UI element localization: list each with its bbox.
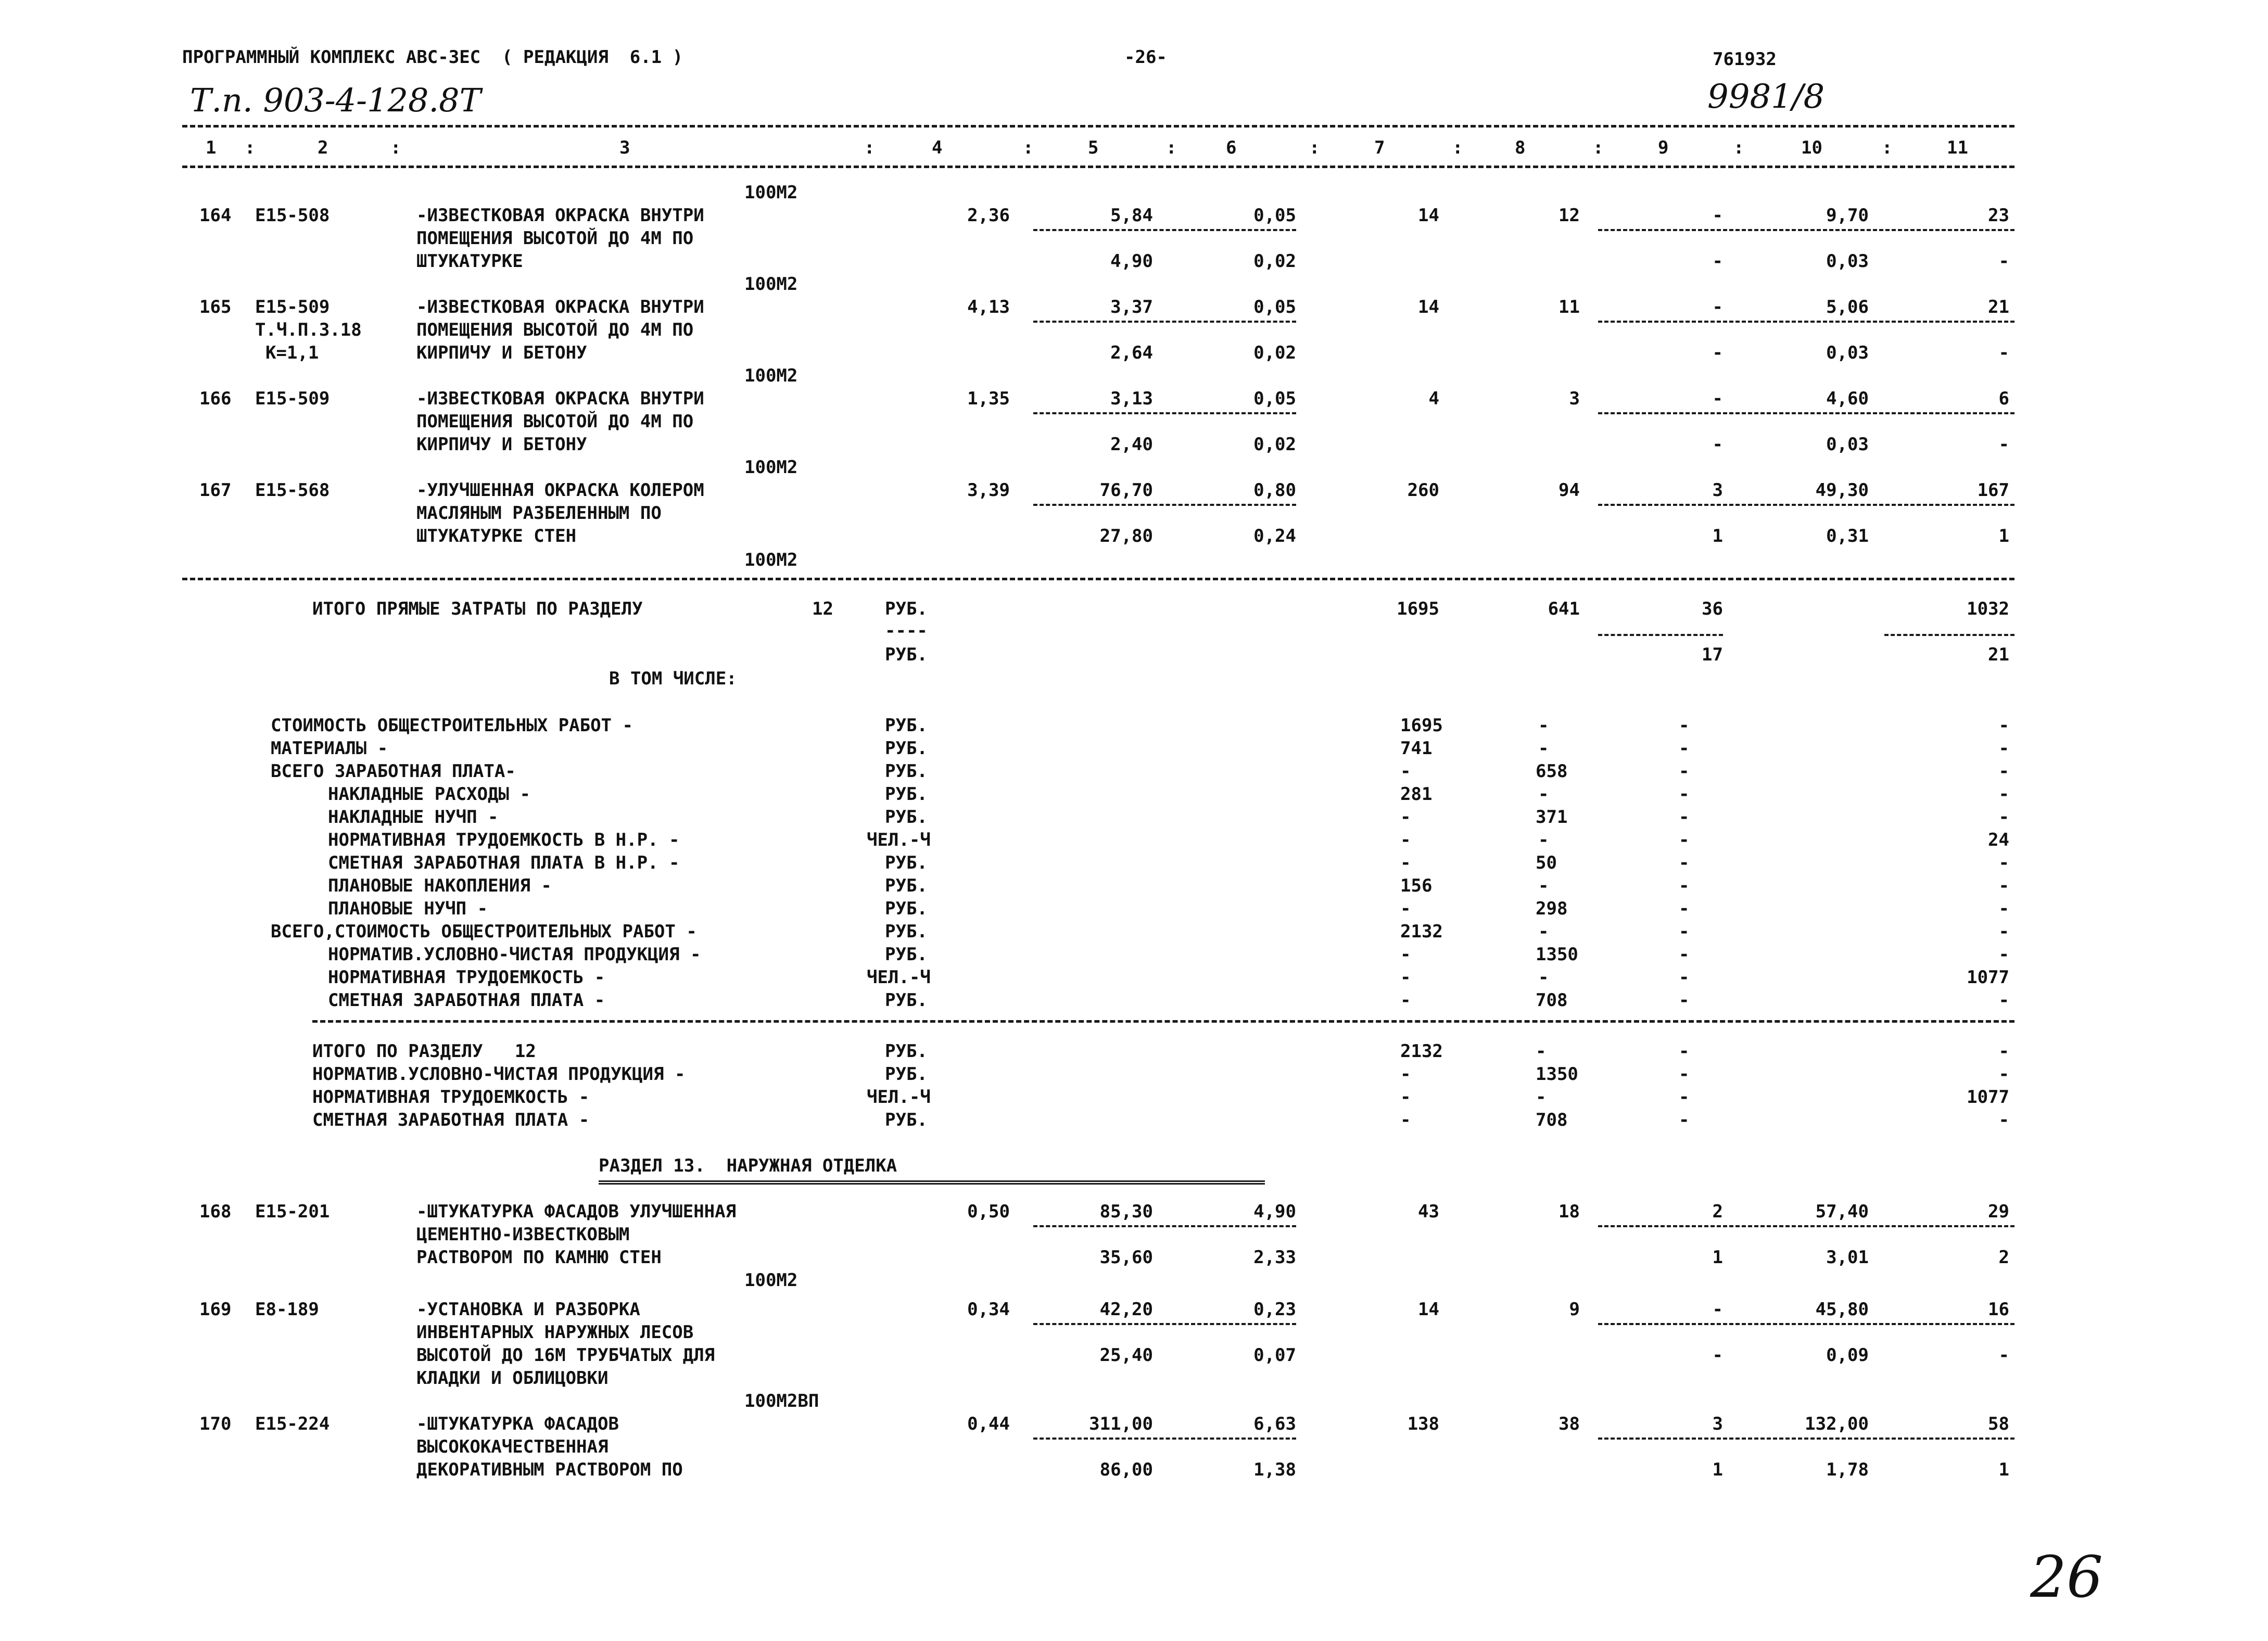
breakdown-labor: - xyxy=(1998,784,2009,805)
breakdown-label: ВСЕГО ЗАРАБОТНАЯ ПЛАТА- xyxy=(271,761,516,782)
unit-label: 100М2 xyxy=(744,1270,798,1291)
labor-unit-secondary: 3,01 xyxy=(1826,1247,1869,1268)
unit-wage-secondary: 0,02 xyxy=(1253,251,1296,272)
inventory-number: 9981/8 xyxy=(1707,78,1825,116)
total-cost: 14 xyxy=(1418,205,1439,226)
breakdown-wage: - xyxy=(1538,784,1549,805)
section-total-cost: - xyxy=(1400,1110,1411,1130)
sub-rule xyxy=(1598,1323,2014,1325)
breakdown-labor: - xyxy=(1998,807,2009,828)
section-rule xyxy=(182,578,2014,580)
quantity: 0,50 xyxy=(967,1201,1010,1222)
breakdown-machine: - xyxy=(1679,944,1690,965)
unit-wage: 0,05 xyxy=(1253,297,1296,317)
breakdown-label: СТОИМОСТЬ ОБЩЕСТРОИТЕЛЬНЫХ РАБОТ - xyxy=(271,715,633,736)
column-number-6: 6 xyxy=(1226,137,1237,158)
column-separator: : xyxy=(1593,137,1604,158)
total-direct-wage: 641 xyxy=(1548,599,1580,619)
work-description: -ШТУКАТУРКА ФАСАДОВ xyxy=(416,1414,619,1434)
work-description: КЛАДКИ И ОБЛИЦОВКИ xyxy=(416,1368,609,1389)
breakdown-label: СМЕТНАЯ ЗАРАБОТНАЯ ПЛАТА - xyxy=(328,990,605,1011)
labor-total: 16 xyxy=(1988,1299,2009,1320)
labor-total: 21 xyxy=(1988,297,2009,317)
unit-cost: 3,13 xyxy=(1110,388,1153,409)
unit-cost: 311,00 xyxy=(1089,1414,1153,1434)
norm-code: Е15-509 xyxy=(255,297,330,317)
breakdown-cost: - xyxy=(1400,807,1411,828)
norm-code: Е15-224 xyxy=(255,1414,330,1434)
breakdown-labor: - xyxy=(1998,990,2009,1011)
unit-wage: 0,05 xyxy=(1253,388,1296,409)
breakdown-wage: 1350 xyxy=(1536,944,1578,965)
unit-cost: 3,37 xyxy=(1110,297,1153,317)
section-total-unit: ЧЕЛ.-Ч xyxy=(867,1087,931,1108)
breakdown-unit: РУБ. xyxy=(885,990,928,1011)
norm-code: Е15-201 xyxy=(255,1201,330,1222)
breakdown-labor: - xyxy=(1998,761,2009,782)
column-separator: : xyxy=(1166,137,1177,158)
work-description: ВЫСОТОЙ ДО 16М ТРУБЧАТЫХ ДЛЯ xyxy=(416,1345,715,1366)
breakdown-unit: РУБ. xyxy=(885,944,928,965)
header-bottom-rule xyxy=(182,166,2014,168)
breakdown-cost: 281 xyxy=(1400,784,1433,805)
norm-code: Е15-568 xyxy=(255,480,330,501)
total-direct-cost: 1695 xyxy=(1397,599,1439,619)
unit-wage-secondary: 0,24 xyxy=(1253,526,1296,546)
breakdown-wage: - xyxy=(1538,875,1549,896)
quantity: 0,44 xyxy=(967,1414,1010,1434)
sub-rule xyxy=(1033,1323,1296,1325)
section-total-unit: РУБ. xyxy=(885,1064,928,1085)
dash-mark: ---- xyxy=(885,620,928,641)
section-total-wage: 1350 xyxy=(1536,1064,1578,1085)
labor-total-secondary: - xyxy=(1998,1345,2009,1366)
breakdown-unit: РУБ. xyxy=(885,853,928,873)
section-total-label: ИТОГО ПО РАЗДЕЛУ 12 xyxy=(312,1041,536,1062)
unit-wage-secondary: 2,33 xyxy=(1253,1247,1296,1268)
breakdown-machine: - xyxy=(1679,898,1690,919)
labor-unit: 57,40 xyxy=(1815,1201,1869,1222)
unit-cost: 76,70 xyxy=(1099,480,1153,501)
machine-cost: - xyxy=(1712,388,1723,409)
section-total-labor: 1077 xyxy=(1967,1087,2009,1108)
breakdown-cost: - xyxy=(1400,967,1411,988)
work-description: МАСЛЯНЫМ РАЗБЕЛЕННЫМ ПО xyxy=(416,503,662,524)
breakdown-unit: РУБ. xyxy=(885,761,928,782)
breakdown-cost: 741 xyxy=(1400,738,1433,759)
unit-cost-secondary: 86,00 xyxy=(1099,1459,1153,1480)
header-top-rule xyxy=(182,125,2014,128)
breakdown-labor: 1077 xyxy=(1967,967,2009,988)
unit-wage-secondary: 1,38 xyxy=(1253,1459,1296,1480)
labor-unit-secondary: 0,09 xyxy=(1826,1345,1869,1366)
program-title: ПРОГРАММНЫЙ КОМПЛЕКС АВС-ЗЕС ( РЕДАКЦИЯ 6.1 ) xyxy=(182,47,683,68)
total-direct-label: ИТОГО ПРЯМЫЕ ЗАТРАТЫ ПО РАЗДЕЛУ xyxy=(312,599,643,619)
section-total-machine: - xyxy=(1679,1041,1690,1062)
breakdown-cost: - xyxy=(1400,761,1411,782)
column-number-10: 10 xyxy=(1801,137,1822,158)
column-separator: : xyxy=(1882,137,1893,158)
breakdown-labor: - xyxy=(1998,921,2009,942)
total-wage: 3 xyxy=(1569,388,1580,409)
breakdown-label: НОРМАТИВНАЯ ТРУДОЕМКОСТЬ - xyxy=(328,967,605,988)
breakdown-labor: - xyxy=(1998,715,2009,736)
sub-rule xyxy=(1033,412,1296,414)
breakdown-unit: РУБ. xyxy=(885,784,928,805)
row-number: 164 xyxy=(199,205,232,226)
total-direct-section: 12 xyxy=(812,599,833,619)
work-description: ИНВЕНТАРНЫХ НАРУЖНЫХ ЛЕСОВ xyxy=(416,1322,694,1343)
labor-total-secondary: 2 xyxy=(1998,1247,2009,1268)
labor-unit: 45,80 xyxy=(1815,1299,1869,1320)
breakdown-labor: - xyxy=(1998,898,2009,919)
work-description: -ШТУКАТУРКА ФАСАДОВ УЛУЧШЕННАЯ xyxy=(416,1201,737,1222)
breakdown-labor: - xyxy=(1998,853,2009,873)
breakdown-cost: - xyxy=(1400,990,1411,1011)
labor-total: 6 xyxy=(1998,388,2009,409)
breakdown-wage: 298 xyxy=(1536,898,1568,919)
section-total-label: СМЕТНАЯ ЗАРАБОТНАЯ ПЛАТА - xyxy=(312,1110,590,1130)
section-total-machine: - xyxy=(1679,1064,1690,1085)
sub-rule xyxy=(1033,504,1296,506)
norm-note: Т.Ч.П.3.18 xyxy=(255,320,362,340)
breakdown-cost: - xyxy=(1400,898,1411,919)
section-total-labor: - xyxy=(1998,1064,2009,1085)
unit-cost-secondary: 27,80 xyxy=(1099,526,1153,546)
section-total-label: НОРМАТИВ.УСЛОВНО-ЧИСТАЯ ПРОДУКЦИЯ - xyxy=(312,1064,686,1085)
work-description: КИРПИЧУ И БЕТОНУ xyxy=(416,342,587,363)
breakdown-machine: - xyxy=(1679,738,1690,759)
labor-unit-secondary: 0,03 xyxy=(1826,434,1869,455)
quantity: 3,39 xyxy=(967,480,1010,501)
breakdown-unit: РУБ. xyxy=(885,715,928,736)
total-cost: 14 xyxy=(1418,1299,1439,1320)
section-total-cost: - xyxy=(1400,1087,1411,1108)
work-description: -ИЗВЕСТКОВАЯ ОКРАСКА ВНУТРИ xyxy=(416,388,704,409)
breakdown-labor: - xyxy=(1998,875,2009,896)
machine-cost-secondary: - xyxy=(1712,251,1723,272)
breakdown-wage: 658 xyxy=(1536,761,1568,782)
sub-rule xyxy=(1598,1225,2014,1227)
section-rule xyxy=(312,1020,2014,1023)
quantity: 4,13 xyxy=(967,297,1010,317)
unit-cost-secondary: 2,40 xyxy=(1110,434,1153,455)
breakdown-unit: РУБ. xyxy=(885,807,928,828)
section-total-wage: 708 xyxy=(1536,1110,1568,1130)
labor-total-secondary: - xyxy=(1998,342,2009,363)
column-separator: : xyxy=(1309,137,1320,158)
column-separator: : xyxy=(390,137,401,158)
section-total-labor: - xyxy=(1998,1041,2009,1062)
section-total-cost: - xyxy=(1400,1064,1411,1085)
norm-code: Е15-508 xyxy=(255,205,330,226)
quantity: 0,34 xyxy=(967,1299,1010,1320)
labor-total: 167 xyxy=(1977,480,2009,501)
section-total-machine: - xyxy=(1679,1110,1690,1130)
work-description: -ИЗВЕСТКОВАЯ ОКРАСКА ВНУТРИ xyxy=(416,205,704,226)
row-number: 165 xyxy=(199,297,232,317)
breakdown-wage: 50 xyxy=(1536,853,1557,873)
column-separator: : xyxy=(245,137,256,158)
machine-cost-secondary: 1 xyxy=(1712,526,1723,546)
column-number-4: 4 xyxy=(932,137,943,158)
machine-cost-secondary: 1 xyxy=(1712,1247,1723,1268)
labor-unit: 132,00 xyxy=(1805,1414,1869,1434)
column-number-1: 1 xyxy=(206,137,217,158)
breakdown-labor: - xyxy=(1998,944,2009,965)
unit-label: 100М2ВП xyxy=(744,1391,819,1411)
total-cost: 260 xyxy=(1407,480,1439,501)
sub-rule xyxy=(1033,1225,1296,1227)
norm-code: Е15-509 xyxy=(255,388,330,409)
total-direct-unit: РУБ. xyxy=(885,599,928,619)
breakdown-unit: РУБ. xyxy=(885,921,928,942)
breakdown-machine: - xyxy=(1679,761,1690,782)
sub-rule xyxy=(1598,321,2014,323)
breakdown-machine: - xyxy=(1679,853,1690,873)
labor-unit-secondary: 0,31 xyxy=(1826,526,1869,546)
breakdown-label: НАКЛАДНЫЕ РАСХОДЫ - xyxy=(328,784,530,805)
unit-wage: 6,63 xyxy=(1253,1414,1296,1434)
column-number-2: 2 xyxy=(318,137,328,158)
breakdown-cost: - xyxy=(1400,830,1411,850)
labor-total: 58 xyxy=(1988,1414,2009,1434)
breakdown-cost: 2132 xyxy=(1400,921,1443,942)
work-description: ДЕКОРАТИВНЫМ РАСТВОРОМ ПО xyxy=(416,1459,683,1480)
machine-cost: 3 xyxy=(1712,480,1723,501)
breakdown-unit: РУБ. xyxy=(885,898,928,919)
column-number-9: 9 xyxy=(1658,137,1669,158)
unit-cost: 5,84 xyxy=(1110,205,1153,226)
labor-total-secondary: 1 xyxy=(1998,526,2009,546)
breakdown-wage: 708 xyxy=(1536,990,1568,1011)
column-separator: : xyxy=(1023,137,1034,158)
breakdown-label: ПЛАНОВЫЕ НАКОПЛЕНИЯ - xyxy=(328,875,552,896)
breakdown-label: СМЕТНАЯ ЗАРАБОТНАЯ ПЛАТА В Н.Р. - xyxy=(328,853,680,873)
machine-cost: - xyxy=(1712,297,1723,317)
sub-rule xyxy=(1598,412,2014,414)
breakdown-labor: 24 xyxy=(1988,830,2009,850)
unit-wage-secondary: 0,02 xyxy=(1253,434,1296,455)
machine-cost-secondary: - xyxy=(1712,342,1723,363)
breakdown-machine: - xyxy=(1679,967,1690,988)
total-direct-machine: 36 xyxy=(1702,599,1723,619)
total-cost: 43 xyxy=(1418,1201,1439,1222)
labor-unit: 4,60 xyxy=(1826,388,1869,409)
section-total-cost: 2132 xyxy=(1400,1041,1443,1062)
section-total-wage: - xyxy=(1536,1087,1547,1108)
column-number-5: 5 xyxy=(1088,137,1099,158)
total-cost: 4 xyxy=(1428,388,1439,409)
sub-rule xyxy=(1033,229,1296,231)
breakdown-machine: - xyxy=(1679,921,1690,942)
unit-wage: 4,90 xyxy=(1253,1201,1296,1222)
total-cost: 14 xyxy=(1418,297,1439,317)
work-description: ПОМЕЩЕНИЯ ВЫСОТОЙ ДО 4М ПО xyxy=(416,411,694,432)
breakdown-machine: - xyxy=(1679,715,1690,736)
work-description: ШТУКАТУРКЕ СТЕН xyxy=(416,526,577,546)
breakdown-cost: 1695 xyxy=(1400,715,1443,736)
unit-label: 100М2 xyxy=(744,274,798,295)
unit-cost: 42,20 xyxy=(1099,1299,1153,1320)
breakdown-label: МАТЕРИАЛЫ - xyxy=(271,738,388,759)
total-wage: 38 xyxy=(1559,1414,1580,1434)
labor-unit-secondary: 0,03 xyxy=(1826,251,1869,272)
column-separator: : xyxy=(1733,137,1744,158)
breakdown-label: ПЛАНОВЫЕ НУЧП - xyxy=(328,898,488,919)
work-description: ЦЕМЕНТНО-ИЗВЕСТКОВЫМ xyxy=(416,1224,630,1245)
unit-wage: 0,05 xyxy=(1253,205,1296,226)
labor-unit: 49,30 xyxy=(1815,480,1869,501)
labor-total: 29 xyxy=(1988,1201,2009,1222)
machine-cost: - xyxy=(1712,1299,1723,1320)
breakdown-label: НОРМАТИВНАЯ ТРУДОЕМКОСТЬ В Н.Р. - xyxy=(328,830,680,850)
norm-code: Е8-189 xyxy=(255,1299,319,1320)
breakdown-wage: 371 xyxy=(1536,807,1568,828)
row-number: 170 xyxy=(199,1414,232,1434)
work-description: РАСТВОРОМ ПО КАМНЮ СТЕН xyxy=(416,1247,662,1268)
breakdown-machine: - xyxy=(1679,784,1690,805)
unit-wage: 0,80 xyxy=(1253,480,1296,501)
breakdown-wage: - xyxy=(1538,738,1549,759)
labor-total-secondary: - xyxy=(1998,434,2009,455)
work-description: -УСТАНОВКА И РАЗБОРКА xyxy=(416,1299,640,1320)
breakdown-cost: 156 xyxy=(1400,875,1433,896)
sub-rule xyxy=(1033,321,1296,323)
unit-wage-secondary: 0,07 xyxy=(1253,1345,1296,1366)
column-number-11: 11 xyxy=(1947,137,1968,158)
breakdown-machine: - xyxy=(1679,830,1690,850)
total-wage: 11 xyxy=(1559,297,1580,317)
machine-cost: 2 xyxy=(1712,1201,1723,1222)
section-total-machine: - xyxy=(1679,1087,1690,1108)
labor-unit-secondary: 1,78 xyxy=(1826,1459,1869,1480)
including-label: В ТОМ ЧИСЛЕ: xyxy=(609,668,737,689)
labor-unit-secondary: 0,03 xyxy=(1826,342,1869,363)
unit-cost-secondary: 35,60 xyxy=(1099,1247,1153,1268)
breakdown-wage: - xyxy=(1538,715,1549,736)
unit-wage: 0,23 xyxy=(1253,1299,1296,1320)
sub-rule xyxy=(1598,504,2014,506)
column-number-8: 8 xyxy=(1515,137,1526,158)
column-number-7: 7 xyxy=(1374,137,1385,158)
breakdown-unit: РУБ. xyxy=(885,738,928,759)
breakdown-label: ВСЕГО,СТОИМОСТЬ ОБЩЕСТРОИТЕЛЬНЫХ РАБОТ - xyxy=(271,921,697,942)
breakdown-unit: ЧЕЛ.-Ч xyxy=(867,830,931,850)
total-direct-machine-secondary: 17 xyxy=(1702,644,1723,665)
breakdown-label: НАКЛАДНЫЕ НУЧП - xyxy=(328,807,499,828)
unit-wage-secondary: 0,02 xyxy=(1253,342,1296,363)
unit-label: 100М2 xyxy=(744,182,798,203)
machine-cost-secondary: - xyxy=(1712,434,1723,455)
total-wage: 18 xyxy=(1559,1201,1580,1222)
machine-cost: - xyxy=(1712,205,1723,226)
breakdown-machine: - xyxy=(1679,990,1690,1011)
labor-total-secondary: - xyxy=(1998,251,2009,272)
section-total-unit: РУБ. xyxy=(885,1041,928,1062)
total-wage: 9 xyxy=(1569,1299,1580,1320)
section-total-unit: РУБ. xyxy=(885,1110,928,1130)
document-number: 761932 xyxy=(1713,49,1777,70)
work-description: ШТУКАТУРКЕ xyxy=(416,251,523,272)
unit-label: 100М2 xyxy=(744,550,798,570)
sub-rule xyxy=(1598,229,2014,231)
total-wage: 94 xyxy=(1559,480,1580,501)
total-wage: 12 xyxy=(1559,205,1580,226)
row-number: 166 xyxy=(199,388,232,409)
row-number: 167 xyxy=(199,480,232,501)
breakdown-unit: РУБ. xyxy=(885,875,928,896)
breakdown-label: НОРМАТИВ.УСЛОВНО-ЧИСТАЯ ПРОДУКЦИЯ - xyxy=(328,944,701,965)
column-separator: : xyxy=(864,137,875,158)
work-description: ВЫСОКОКАЧЕСТВЕННАЯ xyxy=(416,1436,609,1457)
machine-cost-secondary: 1 xyxy=(1712,1459,1723,1480)
breakdown-cost: - xyxy=(1400,944,1411,965)
work-description: ПОМЕЩЕНИЯ ВЫСОТОЙ ДО 4М ПО xyxy=(416,320,694,340)
row-number: 169 xyxy=(199,1299,232,1320)
section-total-label: НОРМАТИВНАЯ ТРУДОЕМКОСТЬ - xyxy=(312,1087,590,1108)
breakdown-wage: - xyxy=(1538,830,1549,850)
unit-cost-secondary: 25,40 xyxy=(1099,1345,1153,1366)
column-separator: : xyxy=(1452,137,1463,158)
breakdown-unit: ЧЕЛ.-Ч xyxy=(867,967,931,988)
breakdown-machine: - xyxy=(1679,875,1690,896)
work-description: КИРПИЧУ И БЕТОНУ xyxy=(416,434,587,455)
work-description: -УЛУЧШЕННАЯ ОКРАСКА КОЛЕРОМ xyxy=(416,480,704,501)
row-number: 168 xyxy=(199,1201,232,1222)
labor-unit: 9,70 xyxy=(1826,205,1869,226)
section-total-wage: - xyxy=(1536,1041,1547,1062)
machine-cost-secondary: - xyxy=(1712,1345,1723,1366)
total-direct-labor-secondary: 21 xyxy=(1988,644,2009,665)
sub-rule xyxy=(1884,634,2014,636)
sub-rule xyxy=(1598,634,1723,636)
quantity: 2,36 xyxy=(967,205,1010,226)
section-title-underline xyxy=(599,1180,1265,1185)
breakdown-labor: - xyxy=(1998,738,2009,759)
unit-label: 100М2 xyxy=(744,457,798,478)
unit-label: 100М2 xyxy=(744,365,798,386)
norm-note: К=1,1 xyxy=(265,342,319,363)
sub-rule xyxy=(1033,1438,1296,1440)
unit-cost: 85,30 xyxy=(1099,1201,1153,1222)
breakdown-wage: - xyxy=(1538,967,1549,988)
total-direct-labor: 1032 xyxy=(1967,599,2009,619)
machine-cost: 3 xyxy=(1712,1414,1723,1434)
breakdown-wage: - xyxy=(1538,921,1549,942)
labor-total-secondary: 1 xyxy=(1998,1459,2009,1480)
section-total-labor: - xyxy=(1998,1110,2009,1130)
sub-rule xyxy=(1598,1438,2014,1440)
total-cost: 138 xyxy=(1407,1414,1439,1434)
total-direct-unit: РУБ. xyxy=(885,644,928,665)
page-marker: -26- xyxy=(1124,47,1167,68)
project-code: Т.п. 903-4-128.8Т xyxy=(190,81,481,119)
page-number-handwritten: 26 xyxy=(2030,1544,2103,1610)
unit-cost-secondary: 2,64 xyxy=(1110,342,1153,363)
labor-unit: 5,06 xyxy=(1826,297,1869,317)
section-13-title: РАЗДЕЛ 13. НАРУЖНАЯ ОТДЕЛКА xyxy=(599,1155,897,1176)
breakdown-machine: - xyxy=(1679,807,1690,828)
quantity: 1,35 xyxy=(967,388,1010,409)
work-description: ПОМЕЩЕНИЯ ВЫСОТОЙ ДО 4М ПО xyxy=(416,228,694,249)
breakdown-cost: - xyxy=(1400,853,1411,873)
labor-total: 23 xyxy=(1988,205,2009,226)
unit-cost-secondary: 4,90 xyxy=(1110,251,1153,272)
work-description: -ИЗВЕСТКОВАЯ ОКРАСКА ВНУТРИ xyxy=(416,297,704,317)
column-number-3: 3 xyxy=(619,137,630,158)
